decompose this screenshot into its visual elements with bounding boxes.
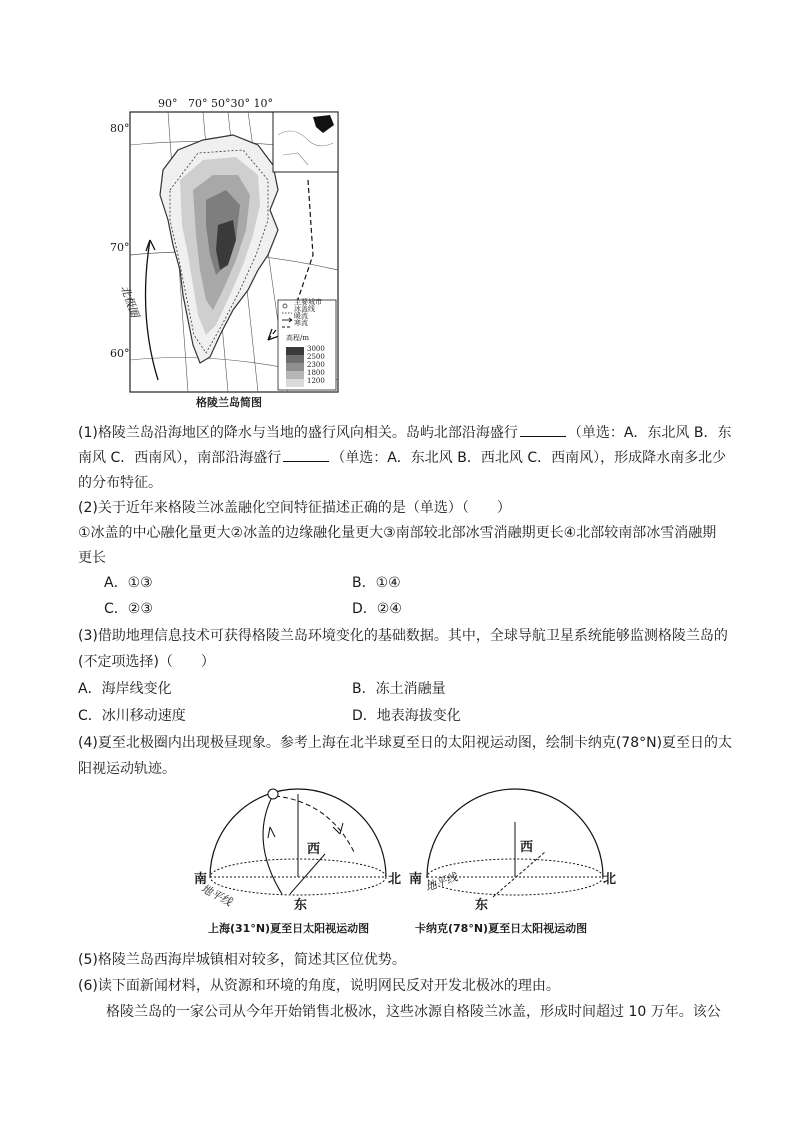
q2-statements-2: 更长	[78, 550, 106, 566]
q1-line-1	[78, 423, 731, 443]
map-longitude-labels: 90° 70° 50°30° 10°	[158, 97, 273, 110]
q4-stem-1: (4)夏至北极圈内出现极昼现象。参考上海在北半球夏至日的太阳视运动图，绘制卡纳克(78°N)夏至日的太	[78, 735, 733, 751]
map-caption: 格陵兰岛简图	[196, 396, 262, 409]
kanak-south-label: 南	[409, 872, 423, 887]
legend-elev-2500: 2500	[307, 353, 325, 361]
legend-ice-cap-line: 冰盖线	[294, 305, 315, 313]
q3-stem-2: (不定项选择)（ ）	[78, 654, 215, 670]
q2-option-a[interactable]: A．①③	[104, 575, 153, 591]
q1-blank-south[interactable]	[283, 448, 329, 462]
shanghai-caption: 上海(31°N)夏至日太阳视运动图	[208, 922, 370, 935]
legend-warm-current: 暖流	[294, 312, 308, 320]
kanak-caption: 卡纳克(78°N)夏至日太阳视运动图	[415, 922, 588, 935]
legend-elev-2300: 2300	[307, 361, 325, 369]
kanak-hemisphere	[405, 782, 620, 912]
q5-stem: (5)格陵兰岛西海岸城镇相对较多，简述其区位优势。	[78, 952, 406, 968]
kanak-west-label: 西	[520, 840, 534, 855]
kanak-north-label: 北	[603, 872, 617, 887]
kanak-horizon-label: 地平线	[423, 870, 460, 895]
q1-text-a: (1)格陵兰岛沿海地区的降水与当地的盛行风向相关。岛屿北部沿海盛行	[78, 425, 518, 441]
q3-option-c[interactable]: C．冰川移动速度	[78, 708, 186, 724]
q1-blank-north[interactable]	[520, 423, 566, 437]
q2-stem: (2)关于近年来格陵兰冰盖融化空间特征描述正确的是（单选）（ ）	[78, 500, 511, 516]
q2-option-b[interactable]: B．①④	[352, 575, 401, 591]
kanak-east-label: 东	[475, 898, 489, 913]
q2-statements-1: ①冰盖的中心融化量更大②冰盖的边缘融化量更大③南部较北部冰雪消融期更长④北部较南部冰雪消融期	[78, 525, 717, 541]
q1-line-3: 的分布特征。	[78, 475, 162, 491]
shanghai-west-label: 西	[307, 842, 321, 857]
q4-stem-2: 阳视运动轨迹。	[78, 761, 176, 777]
shanghai-horizon-label: 地平线	[198, 881, 235, 909]
map-latitude-80: 80°	[110, 122, 130, 135]
legend-cold-current: 寒流	[294, 319, 308, 327]
q2-option-c[interactable]: C．②③	[104, 601, 153, 617]
sun-path-diagram-kanak	[405, 782, 620, 942]
map-arctic-circle-label: 北极圈	[117, 283, 142, 320]
q1-text-d: （单选：A．东北风 B．西北风 C．西南风），形成降水南多北少	[331, 450, 727, 466]
map-latitude-60: 60°	[110, 347, 130, 360]
q2-option-d[interactable]: D．②④	[352, 601, 402, 617]
legend-elev-1200: 1200	[307, 377, 325, 385]
legend-elevation-title: 高程/m	[286, 334, 309, 342]
q6-stem: (6)读下面新闻材料，从资源和环境的角度，说明网民反对开发北极冰的理由。	[78, 978, 560, 994]
q3-option-d[interactable]: D．地表海拔变化	[352, 708, 461, 724]
legend-elev-3000: 3000	[307, 345, 325, 353]
shanghai-south-label: 南	[194, 872, 208, 887]
shanghai-north-label: 北	[388, 872, 402, 887]
legend-city: 主要城市	[294, 298, 322, 306]
sun-path-diagram-shanghai	[190, 782, 405, 942]
q1-text-b: （单选：A．东北风 B．东	[567, 425, 732, 441]
greenland-map-figure	[108, 95, 348, 415]
q3-stem-1: (3)借助地理信息技术可获得格陵兰岛环境变化的基础数据。其中，全球导航卫星系统能够监测格陵兰岛的	[78, 628, 728, 644]
legend-elev-1800: 1800	[307, 369, 325, 377]
q3-option-b[interactable]: B．冻土消融量	[352, 681, 446, 697]
q3-option-a[interactable]: A．海岸线变化	[78, 681, 172, 697]
q1-line-2	[78, 448, 726, 468]
q6-material: 格陵兰岛的一家公司从今年开始销售北极冰，这些冰源自格陵兰冰盖，形成时间超过 10 万年。该公	[106, 1004, 721, 1020]
shanghai-east-label: 东	[294, 898, 308, 913]
map-latitude-70: 70°	[110, 241, 130, 254]
q1-text-c: 南风 C．西南风），南部沿海盛行	[78, 450, 282, 466]
